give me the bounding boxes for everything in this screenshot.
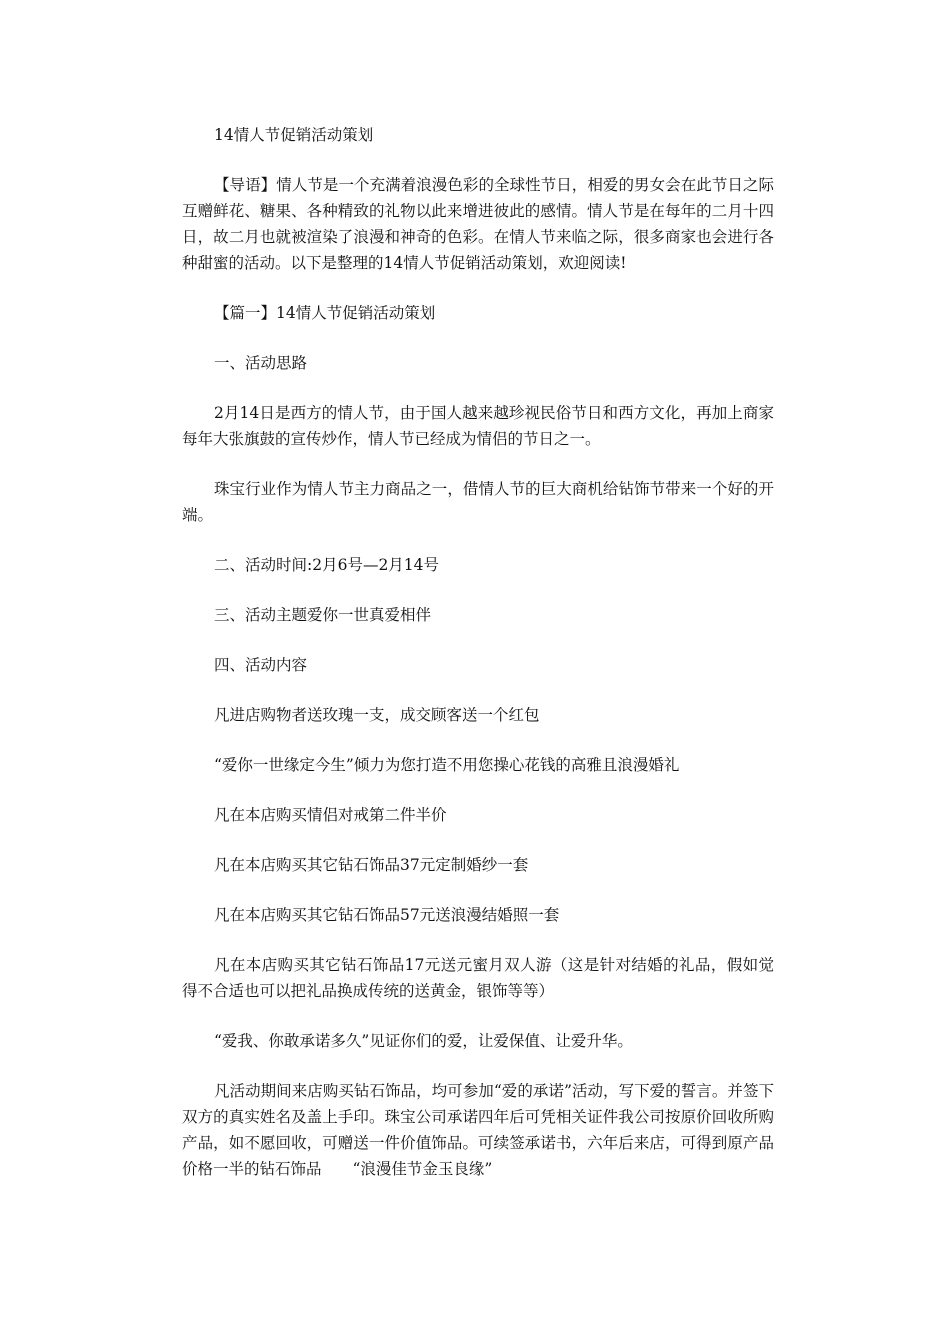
list-item-honeymoon: 凡在本店购买其它钻石饰品17元送元蜜月双人游（这是针对结婚的礼品，假如觉得不合适也可以把礼品换成传统的送黄金，银饰等等）: [182, 956, 774, 1000]
document-title: 14情人节促销活动策划: [214, 126, 374, 144]
list-item-love-promise-slogan: “爱我、你敢承诺多久”见证你们的爱，让爱保值、让爱升华。: [214, 1032, 633, 1050]
list-item-wedding-dress: 凡在本店购买其它钻石饰品37元定制婚纱一套: [214, 856, 529, 874]
heading-activity-content: 四、活动内容: [214, 656, 308, 674]
list-item-rose-gift: 凡进店购物者送玫瑰一支，成交顾客送一个红包: [214, 706, 540, 724]
list-item-wedding-offer: “爱你一世缘定今生”倾力为您打造不用您操心花钱的高雅且浪漫婚礼: [214, 756, 680, 774]
list-item-couple-rings: 凡在本店购买情侣对戒第二件半价: [214, 806, 447, 824]
intro-paragraph: 【导语】情人节是一个充满着浪漫色彩的全球性节日，相爱的男女会在此节日之际互赠鲜花、糖果、各种精致的礼物以此来增进彼此的感情。情人节是在每年的二月十四日，故二月也就被渲染了浪漫和神奇的色彩。在情人节来临之际，很多商家也会进行各种甜蜜的活动。以下是整理的14情人节促销活动策划，欢迎阅读!: [182, 176, 774, 272]
paragraph-jewelry-industry: 珠宝行业作为情人节主力商品之一，借情人节的巨大商机给钻饰节带来一个好的开端。: [182, 480, 774, 524]
heading-activity-theme: 三、活动主题爱你一世真爱相伴: [214, 606, 432, 624]
paragraph-valentines-background: 2月14日是西方的情人节，由于国人越来越珍视民俗节日和西方文化，再加上商家每年大张旗鼓的宣传炒作，情人节已经成为情侣的节日之一。: [182, 404, 774, 448]
paragraph-love-promise-details: 凡活动期间来店购买钻石饰品，均可参加“爱的承诺”活动，写下爱的誓言。并签下双方的真实姓名及盖上手印。珠宝公司承诺四年后可凭相关证件我公司按原价回收所购产品，如不愿回收，可赠送一件价值饰品。可续签承诺书，六年后来店，可得到原产品价格一半的钻石饰品 “浪漫佳节金玉良缘”: [182, 1082, 774, 1178]
document-body: [182, 122, 774, 1206]
list-item-wedding-photo: 凡在本店购买其它钻石饰品57元送浪漫结婚照一套: [214, 906, 560, 924]
heading-activity-time: 二、活动时间:2月6号—2月14号: [214, 556, 440, 574]
section-heading-part-one: 【篇一】14情人节促销活动策划: [214, 304, 436, 322]
heading-activity-idea: 一、活动思路: [214, 354, 308, 372]
